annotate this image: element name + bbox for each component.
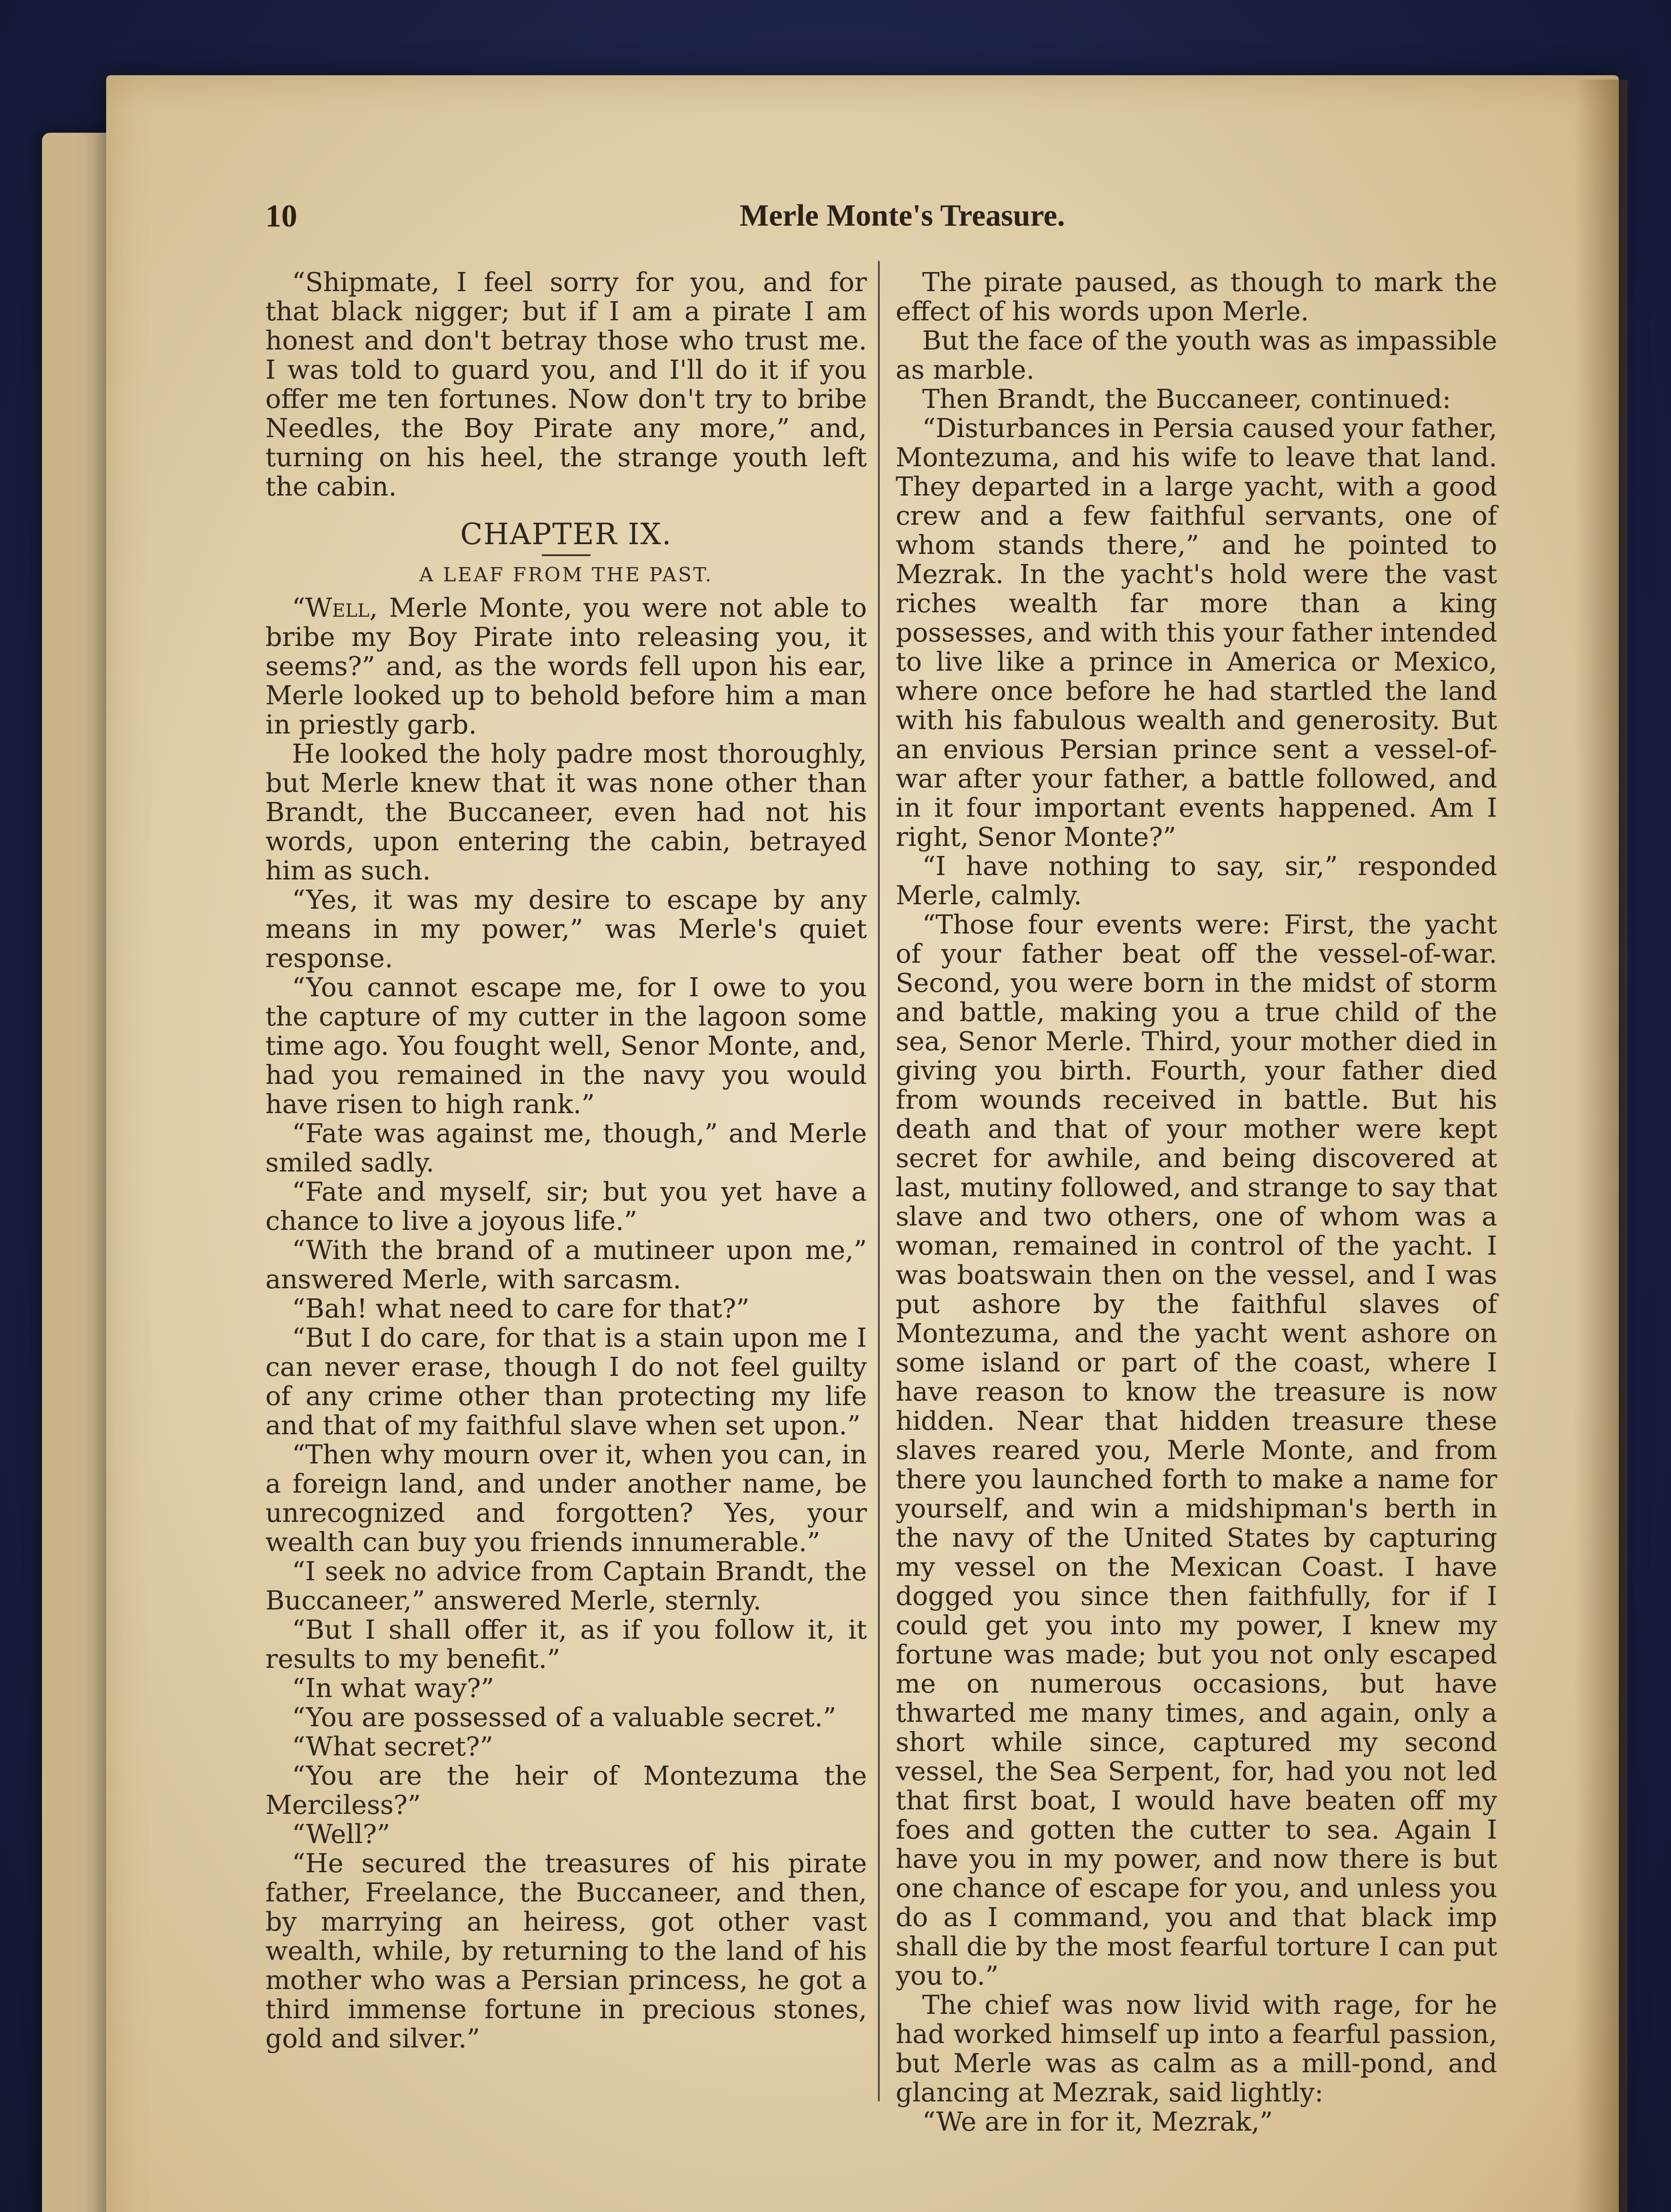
paragraph: “I seek no advice from Captain Brandt, the Buccaneer,” answered Merle, sternly. <box>265 1556 867 1616</box>
opening-text: , Merle Monte, you were not able to bribe my Boy Pirate into releasing you, it seems?” and, as the words fell upon his ear, Merle looked up to behold before him a man in priestly garb. <box>265 592 867 740</box>
paragraph: “I have nothing to say, sir,” responded Merle, calmly. <box>896 851 1497 910</box>
paragraph: But the face of the youth was as impassible as marble. <box>896 325 1497 385</box>
paragraph: “In what way?” <box>292 1673 494 1703</box>
paragraph: “Yes, it was my desire to escape by any means in my power,” was Merle's quiet response. <box>265 884 867 973</box>
paragraph: “But I do care, for that is a stain upon me I can never erase, though I do not feel guilty of any crime other than protecting my life and that of my faithful slave when set upon.” <box>265 1322 867 1440</box>
paragraph: “You cannot escape me, for I owe to you the capture of my cutter in the lagoon some time ago. You fought well, Senor Monte, and, had you remained in the navy you would have risen to high rank.” <box>265 972 867 1119</box>
chapter-subtitle: A LEAF FROM THE PAST. <box>419 564 713 586</box>
paragraph: “He secured the treasures of his pirate father, Freelance, the Buccaneer, and then, by marrying an heiress, got other vast wealth, while, by returning to the land of his mother who was a Persian princess, he got a third immense fortune in precious stones, gold and silver.” <box>265 1848 867 2054</box>
lead-word: Well <box>305 592 370 623</box>
paragraph: “Bah! what need to care for that?” <box>292 1293 750 1324</box>
chapter-rule <box>542 554 590 556</box>
paragraph: He looked the holy padre most thoroughly, but Merle knew that it was none other than Brandt, the Buccaneer, even had not his words, upon entering the cabin, betrayed him as such. <box>265 738 867 886</box>
paragraph: “But I shall offer it, as if you follow it, it results to my benefit.” <box>265 1614 867 1674</box>
page-header <box>265 194 1539 238</box>
page-gutter-shadow <box>1575 80 1628 2212</box>
paragraph: “Then why mourn over it, when you can, in a foreign land, and under another name, be unrecognized and forgotten? Yes, your wealth can buy you friends innumerable.” <box>265 1439 867 1557</box>
paragraph: “Those four events were: First, the yacht of your father beat off the vessel-of-war. Second, you were born in the midst of storm and battle, making you a true child of the sea, Senor Merle. Third, your mother died in giving you birth. Fourth, your father died from wounds received in battle. But his death and that of your mother were kept secret for awhile, and being discovered at last, mutiny followed, and strange to say that slave and two others, one of whom was a woman, remained in control of the yacht. I was boatswain then on the vessel, and I was put ashore by the faithful slaves of Montezuma, and the yacht went ashore on some island or part of the coast, where I have reason to know the treasure is now hidden. Near that hidden treasure these slaves reared you, Merle Monte, and from there you launched forth to make a name for yourself, and win a midshipman's berth in the navy of the United States by capturing my vessel on the Mexican Coast. I have dogged you since then faithfully, for if I could get you into my power, I knew my fortune was made; but you not only escaped me on numerous occasions, but have thwarted me many times, and again, only a short while since, captured my second vessel, the Sea Serpent, for, had you not led that first boat, I would have beaten off my foes and gotten the cutter to sea. Again I have you in my power, and now there is but one chance of escape for you, and unless you do as I command, you and that black imp shall die by the most fearful torture I can put you to.” <box>896 909 1497 1991</box>
chapter-title: CHAPTER IX. <box>460 517 672 551</box>
paragraph: “You are the heir of Montezuma the Merciless?” <box>265 1760 867 1820</box>
paragraph: “Shipmate, I feel sorry for you, and for that black nigger; but if I am a pirate I am honest and don't betray those who trust me. I was told to guard you, and I'll do it if you offer me ten fortunes. Now don't try to bribe Needles, the Boy Pirate any more,” and, turning on his heel, the strange youth left the cabin. <box>265 267 867 502</box>
paragraph: Then Brandt, the Buccaneer, continued: <box>922 384 1451 414</box>
running-title: Merle Monte's Treasure. <box>740 199 1065 233</box>
chapter-opening-paragraph <box>265 593 867 739</box>
paragraph: “What secret?” <box>292 1731 493 1762</box>
column-divider <box>878 261 880 2101</box>
page-number: 10 <box>265 198 297 234</box>
right-text-column <box>896 268 1497 2136</box>
paragraph: “Fate was against me, though,” and Merle smiled sadly. <box>265 1118 867 1178</box>
paragraph: “We are in for it, Mezrak,” <box>922 2106 1273 2137</box>
paragraph: “Well?” <box>292 1819 391 1849</box>
paragraph: “With the brand of a mutineer upon me,” answered Merle, with sarcasm. <box>265 1235 867 1294</box>
paragraph: “You are possessed of a valuable secret.” <box>292 1702 836 1732</box>
paragraph: The pirate paused, as though to mark the effect of his words upon Merle. <box>896 267 1497 326</box>
paragraph: “Fate and myself, sir; but you yet have a chance to live a joyous life.” <box>265 1176 867 1236</box>
paragraph: “Disturbances in Persia caused your father, Montezuma, and his wife to leave that land. They departed in a large yacht, with a good crew and a few faithful servants, one of whom stands there,” and he pointed to Mezrak. In the yacht's hold were the vast riches wealth far more than a king possesses, and with this your father intended to live like a prince in America or Mexico, where once before he had startled the land with his fabulous wealth and generosity. But an envious Persian prince sent a vessel-of-war after your father, a battle followed, and in it four important events happened. Am I right, Senor Monte?” <box>896 413 1497 852</box>
paragraph: The chief was now livid with rage, for he had worked himself up into a fearful passion, but Merle was as calm as a mill-pond, and glancing at Mezrak, said lightly: <box>896 1989 1497 2108</box>
left-text-column <box>265 268 867 2053</box>
open-quote: “ <box>292 592 306 623</box>
